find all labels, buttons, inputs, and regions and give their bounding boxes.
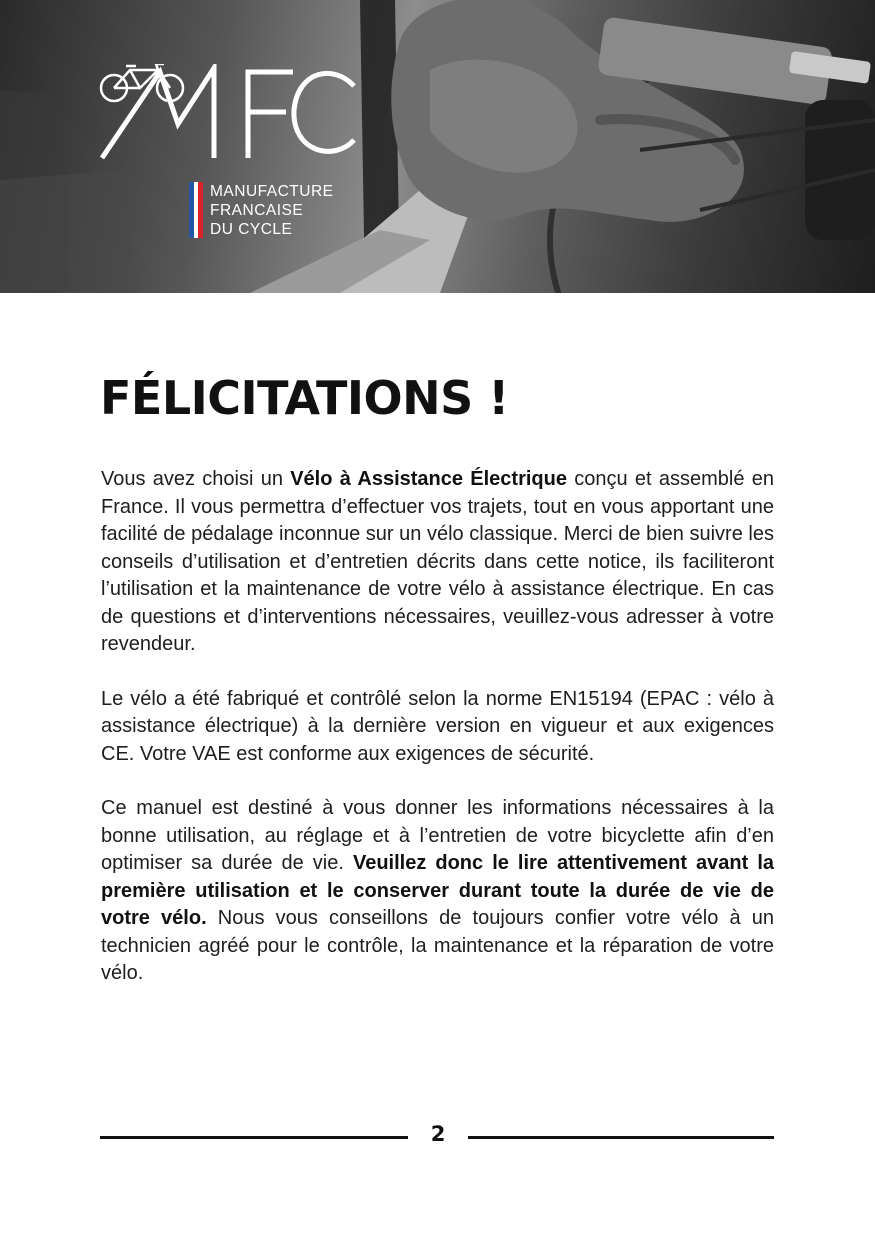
paragraph-manual <box>101 795 774 988</box>
bold-text: Veuillez donc le lire attentivement avant la première utilisation et le conserver durant toute la durée de vie de votre vélo. <box>101 852 774 929</box>
text-run: Vous avez choisi un <box>101 468 291 490</box>
page-title: FÉLICITATIONS ! <box>100 371 509 425</box>
tagline-line: DU CYCLE <box>210 221 293 238</box>
tagline-line: FRANCAISE <box>210 202 304 219</box>
french-flag-icon <box>189 182 203 238</box>
page-number: 2 <box>430 1122 446 1146</box>
body-text <box>101 466 774 1015</box>
bicycle-icon <box>98 64 188 104</box>
paragraph-standard: Le vélo a été fabriqué et contrôlé selon la norme EN15194 (EPAC : vélo à assistance électrique) à la dernière version en vigueur et aux exigences CE. Votre VAE est conforme aux exigences de sécurité. <box>101 687 774 765</box>
tagline-line: MANUFACTURE <box>210 183 334 200</box>
flag-stripe-red <box>198 182 203 238</box>
brand-tagline <box>210 182 333 239</box>
brand-logo <box>98 64 388 254</box>
text-run: Nous vous conseillons de toujours confier votre vélo à un technicien agréé pour le contrôle, la maintenance et la réparation de votre vélo. <box>101 907 774 984</box>
header-photo <box>0 0 875 293</box>
text-run: Ce manuel est destiné à vous donner les informations nécessaires à la bonne utilisation, au réglage et à l’entretien de votre bicyclette afin d’en optimiser sa durée de vie. <box>101 797 774 874</box>
footer-rule-left <box>100 1136 408 1139</box>
footer-rule-right <box>468 1136 774 1139</box>
bold-text: Vélo à Assistance Électrique <box>290 468 567 490</box>
paragraph-intro <box>101 466 774 659</box>
text-run: conçu et assemblé en France. Il vous permettra d’effectuer vos trajets, tout en vous apportant une facilité de pédalage inconnue sur un vélo classique. Merci de bien suivre les conseils d’utilisation et d’entretien décrits dans cette notice, ils faciliteront l’utilisation et la maintenance de votre vélo à assistance électrique. En cas de questions et d’interventions nécessaires, veuillez-vous adresser à votre revendeur. <box>101 468 774 655</box>
